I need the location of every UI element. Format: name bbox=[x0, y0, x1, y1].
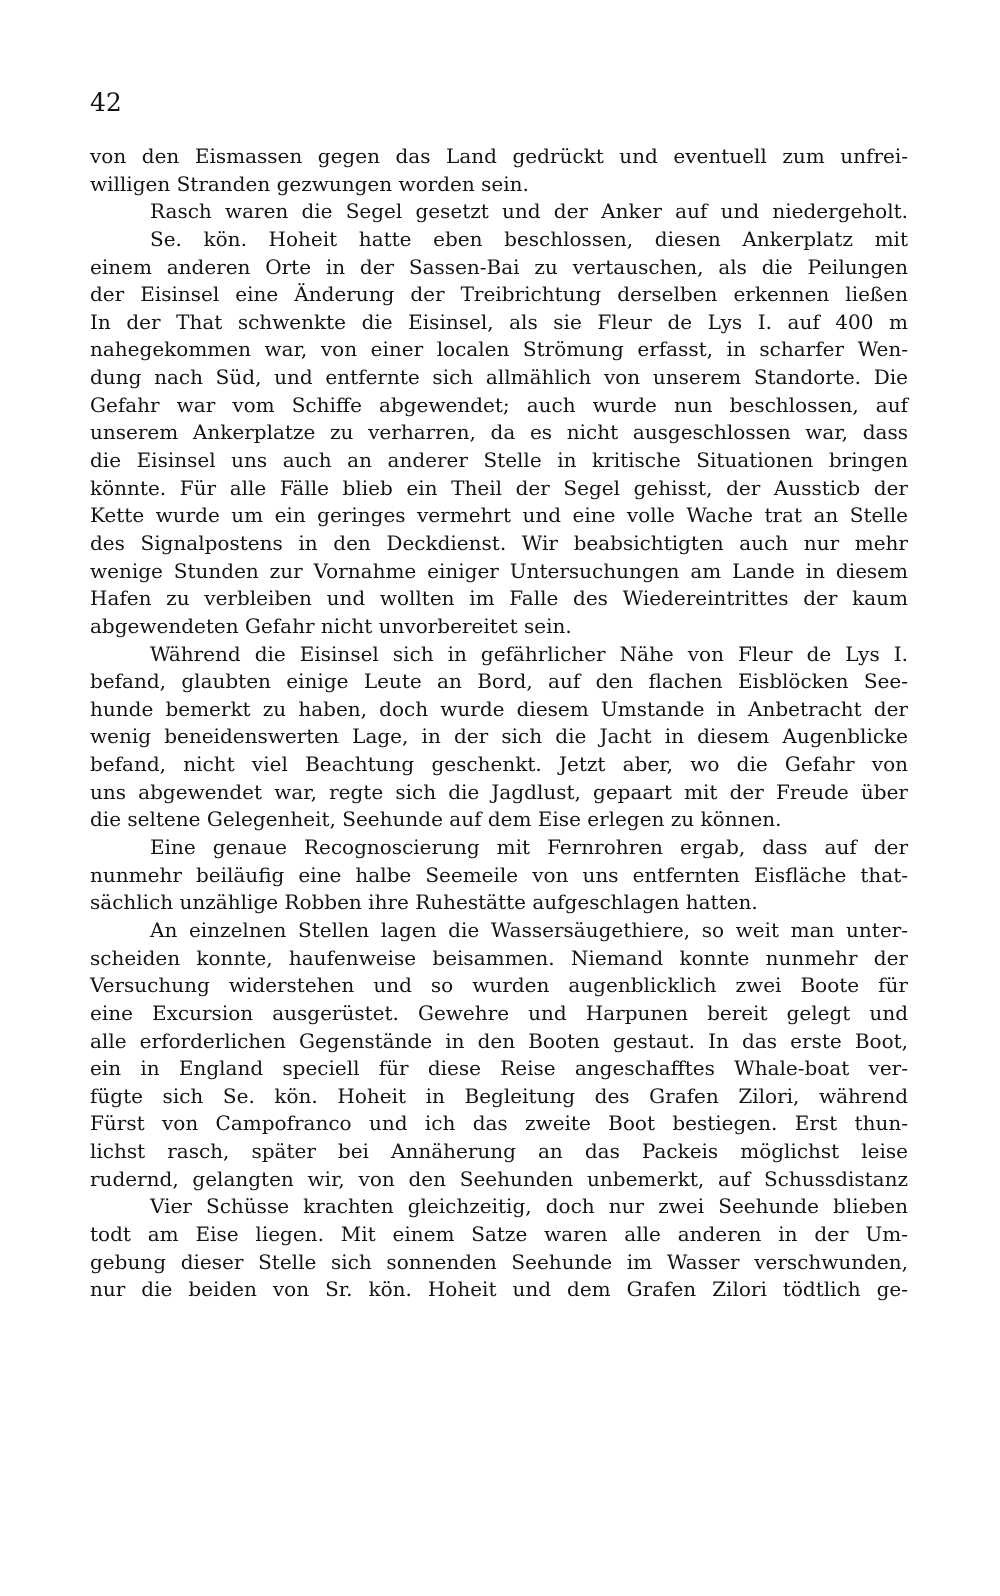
text-line: Rasch waren die Segel gesetzt und der Anker auf und niedergeholt. bbox=[150, 199, 908, 224]
text-line: uns abgewendet war, regte sich die Jagdlust, gepaart mit der Freude über bbox=[90, 779, 908, 804]
text-line: gebung dieser Stelle sich sonnenden Seehunde im Wasser verschwunden, bbox=[90, 1249, 908, 1274]
text-line: nahegekommen war, von einer localen Strömung erfasst, in scharfer Wen- bbox=[90, 337, 908, 362]
text-line: nur die beiden von Sr. kön. Hoheit und dem Grafen Zilori tödtlich ge- bbox=[90, 1277, 908, 1302]
text-line: wenig beneidenswerten Lage, in der sich die Jacht in diesem Augenblicke bbox=[90, 724, 908, 749]
body-text bbox=[90, 143, 908, 1304]
text-line: Kette wurde um ein geringes vermehrt und eine volle Wache trat an Stelle bbox=[90, 503, 908, 528]
text-line: von den Eismassen gegen das Land gedrückt und eventuell zum unfrei- bbox=[90, 144, 908, 168]
text-line: könnte. Für alle Fälle blieb ein Theil der Segel gehisst, der Aussticb der bbox=[90, 475, 908, 500]
page-number: 42 bbox=[90, 88, 122, 117]
text-line: die Eisinsel uns auch an anderer Stelle in kritische Situationen bringen bbox=[90, 448, 908, 473]
text-line: eine Excursion ausgerüstet. Gewehre und Harpunen bereit gelegt und bbox=[90, 1000, 908, 1025]
text-line: Eine genaue Recognoscierung mit Fernrohren ergab, dass auf der bbox=[150, 835, 908, 860]
text-line: der Eisinsel eine Änderung der Treibrichtung derselben erkennen ließen bbox=[90, 282, 908, 307]
text-line: abgewendeten Gefahr nicht unvorbereitet sein. bbox=[90, 613, 572, 638]
text-line: Se. kön. Hoheit hatte eben beschlossen, diesen Ankerplatz mit bbox=[150, 226, 908, 251]
text-line: lichst rasch, später bei Annäherung an das Packeis möglichst leise bbox=[90, 1139, 908, 1164]
text-line: befand, nicht viel Beachtung geschenkt. Jetzt aber, wo die Gefahr von bbox=[90, 752, 908, 777]
text-line: einem anderen Orte in der Sassen-Bai zu vertauschen, als die Peilungen bbox=[90, 254, 908, 279]
text-line: befand, glaubten einige Leute an Bord, auf den flachen Eisblöcken See- bbox=[90, 669, 908, 694]
text-line: sächlich unzählige Robben ihre Ruhestätte aufgeschlagen hatten. bbox=[90, 890, 758, 915]
text-line: todt am Eise liegen. Mit einem Satze waren alle anderen in der Um- bbox=[90, 1221, 908, 1246]
text-line: alle erforderlichen Gegenstände in den Booten gestaut. In das erste Boot, bbox=[90, 1028, 908, 1053]
text-line: wenige Stunden zur Vornahme einiger Untersuchungen am Lande in diesem bbox=[90, 558, 908, 583]
text-line: fügte sich Se. kön. Hoheit in Begleitung des Grafen Zilori, während bbox=[90, 1083, 908, 1108]
text-line: unserem Ankerplatze zu verharren, da es nicht ausgeschlossen war, dass bbox=[90, 420, 908, 445]
text-line: Fürst von Campofranco und ich das zweite Boot bestiegen. Erst thun- bbox=[90, 1111, 908, 1136]
text-line: Vier Schüsse krachten gleichzeitig, doch nur zwei Seehunde blieben bbox=[150, 1194, 908, 1219]
text-line: rudernd, gelangten wir, von den Seehunden unbemerkt, auf Schussdistanz bbox=[90, 1166, 908, 1191]
text-line: nunmehr beiläufig eine halbe Seemeile von uns entfernten Eisfläche that- bbox=[90, 862, 908, 887]
text-line: ein in England speciell für diese Reise angeschafftes Whale-boat ver- bbox=[90, 1056, 908, 1081]
text-line: dung nach Süd, und entfernte sich allmählich von unserem Standorte. Die bbox=[90, 365, 908, 390]
text-line: hunde bemerkt zu haben, doch wurde diesem Umstande in Anbetracht der bbox=[90, 696, 908, 721]
text-line: In der That schwenkte die Eisinsel, als sie Fleur de Lys I. auf 400 m bbox=[90, 309, 908, 334]
text-line: scheiden konnte, haufenweise beisammen. Niemand konnte nunmehr der bbox=[90, 945, 908, 970]
text-line: Hafen zu verbleiben und wollten im Falle des Wiedereintrittes der kaum bbox=[90, 586, 908, 611]
text-line: des Signalpostens in den Deckdienst. Wir beabsichtigten auch nur mehr bbox=[90, 530, 908, 555]
text-line: Gefahr war vom Schiffe abgewendet; auch wurde nun beschlossen, auf bbox=[90, 392, 908, 417]
text-line: Versuchung widerstehen und so wurden augenblicklich zwei Boote für bbox=[90, 973, 908, 998]
text-line: Während die Eisinsel sich in gefährlicher Nähe von Fleur de Lys I. bbox=[150, 641, 908, 666]
text-line: An einzelnen Stellen lagen die Wassersäugethiere, so weit man unter- bbox=[150, 917, 908, 942]
text-line: willigen Stranden gezwungen worden sein. bbox=[90, 171, 529, 196]
text-line: die seltene Gelegenheit, Seehunde auf dem Eise erlegen zu können. bbox=[90, 807, 782, 832]
